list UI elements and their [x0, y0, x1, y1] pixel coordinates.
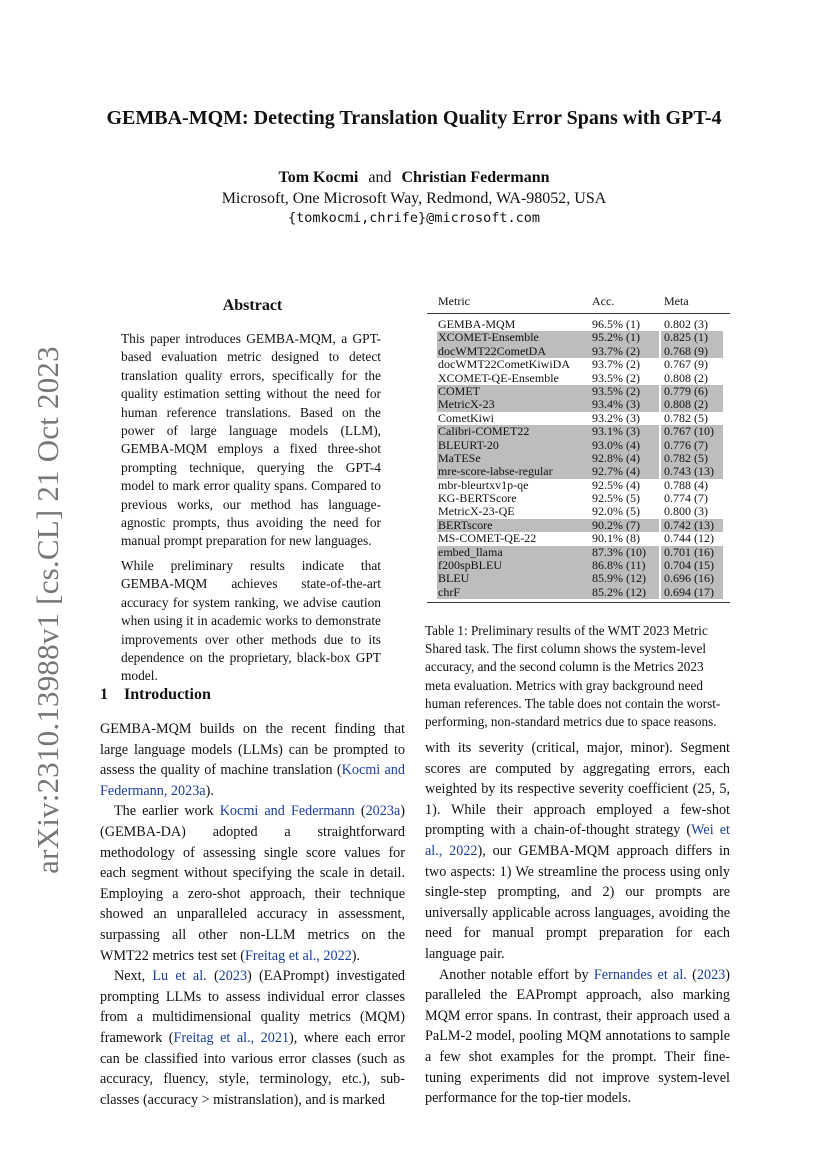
table-cell-metric: docWMT22CometDA — [438, 343, 546, 358]
table-cell-metric: BERTscore — [438, 517, 493, 532]
abstract-body — [121, 330, 381, 692]
table-cell-meta: 0.767 (9) — [664, 357, 708, 372]
table-cell-meta: 0.776 (7) — [664, 437, 708, 452]
author-name: Christian Federmann — [401, 169, 550, 186]
affiliation: Microsoft, One Microsoft Way, Redmond, WA-98052, USA — [221, 190, 607, 207]
citation-link[interactable]: Wei et al., 2022 — [425, 822, 730, 859]
intro-body — [100, 719, 405, 1110]
table-row — [427, 358, 730, 371]
intro-paragraph: Next, Lu et al. (2023) (EAPrompt) investigated prompting LLMs to assess individual error classes from a multidimensional quality metrics (MQM) framework (Freitag et al., 2021), where each error can be classified into various error classes (such as accuracy, fluency, style, terminology, etc.), sub-classes (accuracy > mistranslation), and is marked — [100, 968, 405, 1108]
table-cell-acc: 93.7% (2) — [592, 343, 640, 358]
table-cell-meta: 0.696 (16) — [664, 571, 714, 586]
table-cell-acc: 93.5% (2) — [592, 370, 640, 385]
table-cell-acc: 85.9% (12) — [592, 571, 646, 586]
table-header-meta: Meta — [664, 294, 689, 308]
table-cell-meta: 0.808 (2) — [664, 397, 708, 412]
table-cell-acc: 93.1% (3) — [592, 424, 640, 439]
arxiv-side-stamp: arXiv:2310.13988v1 [cs.CL] 21 Oct 2023 — [30, 346, 65, 874]
section-heading — [100, 686, 211, 704]
table-cell-metric: Calibri-COMET22 — [438, 424, 530, 439]
table-cell-acc: 96.5% (1) — [592, 317, 640, 331]
table-row — [427, 532, 730, 545]
author-name: Tom Kocmi — [278, 169, 359, 186]
table-row — [427, 559, 730, 572]
table-cell-metric: chrF — [438, 584, 460, 599]
authors — [60, 167, 768, 189]
table-cell-acc: 90.2% (7) — [592, 517, 640, 532]
table-cell-meta: 0.743 (13) — [664, 464, 714, 479]
table-cell-acc: 93.7% (2) — [592, 357, 640, 372]
table-cell-acc: 90.1% (8) — [592, 531, 640, 546]
table-cell-metric: MetricX-23 — [438, 397, 495, 412]
section-title: Introduction — [124, 686, 211, 703]
table-cell-meta: 0.808 (2) — [664, 370, 708, 385]
table-header-metric: Metric — [438, 294, 470, 308]
table-cell-acc: 92.8% (4) — [592, 450, 640, 465]
table-cell-metric: XCOMET-Ensemble — [438, 330, 539, 345]
citation-link[interactable]: Lu et al. — [152, 968, 207, 985]
table-row — [427, 479, 730, 492]
table-cell-meta: 0.694 (17) — [664, 584, 714, 599]
abstract-paragraph: This paper introduces GEMBA-MQM, a GPT-based evaluation metric designed to detect translation quality errors, specifically for the quality estimation setting without the need for human reference translations. Based on the power of large language models (LLM), GEMBA-MQM employs a fixed three-shot prompting technique, querying the GPT-4 model to mark error quality spans. Compared to previous works, our method has language-agnostic prompts, thus avoiding the need for manual prompt preparation for new languages. — [121, 331, 381, 549]
table-row — [427, 385, 730, 398]
table-cell-acc: 92.5% (5) — [592, 491, 640, 506]
table-cell-acc: 93.0% (4) — [592, 437, 640, 452]
table-cell-meta: 0.782 (5) — [664, 450, 708, 465]
table-row — [427, 318, 730, 331]
table-cell-metric: mbr-bleurtxv1p-qe — [438, 477, 529, 492]
table-row — [427, 398, 730, 411]
table-cell-meta: 0.800 (3) — [664, 504, 708, 519]
table-row — [427, 345, 730, 358]
table-row — [427, 439, 730, 452]
table-cell-meta: 0.768 (9) — [664, 343, 708, 358]
table-cell-meta: 0.704 (15) — [664, 558, 714, 573]
citation-link[interactable]: 2023 — [696, 966, 726, 983]
citation-link[interactable]: 2023a — [365, 803, 401, 820]
table-cell-meta: 0.779 (6) — [664, 383, 708, 398]
citation-link[interactable]: Kocmi and Federmann — [219, 803, 355, 820]
table-cell-metric: mre-score-labse-regular — [438, 464, 553, 479]
table-body — [427, 318, 730, 599]
table-cell-meta: 0.744 (12) — [664, 531, 714, 546]
table-cell-metric: embed_llama — [438, 544, 503, 559]
table-cell-metric: docWMT22CometKiwiDA — [438, 357, 570, 372]
table-row — [427, 452, 730, 465]
intro-paragraph: The earlier work Kocmi and Federmann (2023a) (GEMBA-DA) adopted a straightforward methodology of assessing single score values for each segment without specifying the scale in detail. Employing a zero-shot approach, their technique showed an unparalleled accuracy in assessment, surpassing all other non-LLM metrics on the WMT22 metrics test set (Freitag et al., 2022). — [100, 803, 405, 964]
table-cell-meta: 0.774 (7) — [664, 491, 708, 506]
table-row — [427, 492, 730, 505]
table-row — [427, 519, 730, 532]
table-row — [427, 572, 730, 585]
table-row — [427, 546, 730, 559]
table-row — [427, 412, 730, 425]
table-row — [427, 586, 730, 599]
citation-link[interactable]: Kocmi and Federmann, 2023a — [100, 762, 405, 799]
table-cell-acc: 95.2% (1) — [592, 330, 640, 345]
table-cell-acc: 87.3% (10) — [592, 544, 646, 559]
results-table — [427, 291, 730, 603]
table-cell-acc: 92.0% (5) — [592, 504, 640, 519]
citation-link[interactable]: Fernandes et al. — [593, 966, 687, 983]
table-cell-metric: MS-COMET-QE-22 — [438, 531, 537, 546]
body-paragraph: Another notable effort by Fernandes et al. (2023) paralleled the EAPrompt approach, also marking MQM error spans. In contrast, their approach used a PaLM-2 model, pooling MQM annotations to sample a few shot examples for the prompt. Their fine-tuning experiments did not improve system-level performance for the top-tier models. — [425, 966, 730, 1107]
table-row — [427, 331, 730, 344]
right-column-body — [425, 738, 730, 1109]
table-cell-meta: 0.802 (3) — [664, 317, 708, 331]
table-cell-metric: MetricX-23-QE — [438, 504, 515, 519]
table-row — [427, 425, 730, 438]
table-row — [427, 505, 730, 518]
paper-title: GEMBA-MQM: Detecting Translation Quality Error Spans with GPT-4 — [106, 107, 722, 129]
table-cell-acc: 93.4% (3) — [592, 397, 640, 412]
table-cell-metric: BLEURT-20 — [438, 437, 499, 452]
table-cell-metric: MaTESe — [438, 450, 481, 465]
table-row — [427, 465, 730, 478]
table-cell-metric: GEMBA-MQM — [438, 317, 516, 331]
body-paragraph: with its severity (critical, major, minor). Segment scores are computed by aggregating errors, each weighted by its respective severity coefficient (25, 5, 1). While their approach employed a few-shot prompting with a chain-of-thought strategy (Wei et al., 2022), our GEMBA-MQM approach differs in two aspects: 1) We streamline the process using only single-step prompting, and 2) our prompts are universally applicable across languages, avoiding the need for manual prompt preparation for each language pair. — [425, 740, 730, 962]
table-cell-acc: 92.7% (4) — [592, 464, 640, 479]
table-cell-acc: 93.2% (3) — [592, 410, 640, 425]
table-cell-acc: 93.5% (2) — [592, 383, 640, 398]
table-cell-meta: 0.742 (13) — [664, 517, 714, 532]
citation-link[interactable]: Freitag et al., 2021 — [173, 1029, 290, 1046]
table-cell-metric: BLEU — [438, 571, 470, 586]
table-cell-meta: 0.825 (1) — [664, 330, 708, 345]
table-cell-metric: XCOMET-QE-Ensemble — [438, 370, 559, 385]
intro-paragraph: GEMBA-MQM builds on the recent finding that large language models (LLMs) can be prompted to assess the quality of machine translation (Kocmi and Federmann, 2023a). — [100, 721, 405, 799]
table-header-row — [427, 291, 730, 314]
citation-link[interactable]: Freitag et al., 2022 — [245, 947, 352, 964]
author-email: {tomkocmi,chrife}@microsoft.com — [288, 210, 540, 226]
table-caption: Table 1: Preliminary results of the WMT 2023 Metric Shared task. The first column shows the system-level accuracy, and the second column is the Metrics 2023 meta evaluation. Metrics with gray background need human references. The table does not contain the worst-performing, non-standard metrics due to space reasons. — [425, 623, 721, 730]
table-bottom-rule — [427, 602, 730, 603]
table-cell-meta: 0.767 (10) — [664, 424, 714, 439]
table-header-acc: Acc. — [592, 294, 615, 308]
table-cell-meta: 0.788 (4) — [664, 477, 708, 492]
table-cell-acc: 86.8% (11) — [592, 558, 646, 573]
table-row — [427, 372, 730, 385]
abstract-heading: Abstract — [222, 297, 283, 314]
table-cell-metric: f200spBLEU — [438, 558, 502, 573]
table-cell-meta: 0.701 (16) — [664, 544, 714, 559]
section-number: 1 — [100, 686, 108, 703]
table-cell-metric: COMET — [438, 383, 480, 398]
table-cell-metric: KG-BERTScore — [438, 491, 517, 506]
table-cell-acc: 92.5% (4) — [592, 477, 640, 492]
table-cell-metric: CometKiwi — [438, 410, 494, 425]
table-cell-acc: 85.2% (12) — [592, 584, 646, 599]
author-conjunction: and — [368, 169, 392, 186]
table-cell-meta: 0.782 (5) — [664, 410, 708, 425]
citation-link[interactable]: 2023 — [218, 968, 248, 985]
abstract-paragraph: While preliminary results indicate that GEMBA-MQM achieves state-of-the-art accuracy for system ranking, we advise caution when using it in academic works to demonstrate improvements over other methods due to its dependence on the proprietary, black-box GPT model. — [121, 557, 381, 684]
